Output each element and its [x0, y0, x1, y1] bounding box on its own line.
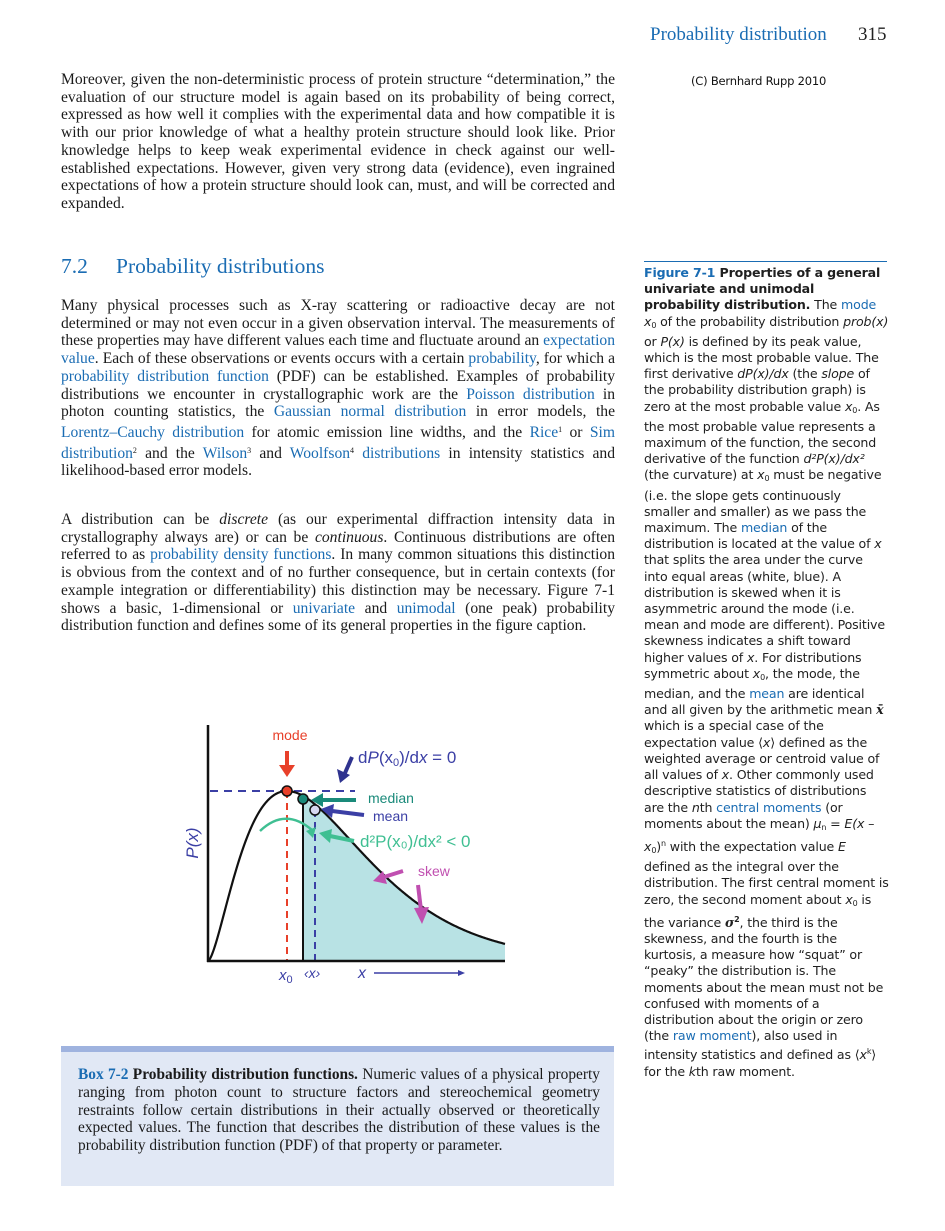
- math: x: [874, 536, 882, 552]
- link-rice[interactable]: Rice: [529, 423, 559, 441]
- text: of the distribution is located at the value of: [644, 520, 875, 552]
- emphasis: slope: [821, 366, 855, 382]
- link-probability[interactable]: probability: [468, 350, 536, 368]
- math: 0: [760, 672, 766, 682]
- link-raw-moment[interactable]: raw moment: [672, 1028, 752, 1044]
- link-expectation-value[interactable]: expectation value: [61, 332, 615, 368]
- text: in error models, the: [466, 403, 615, 421]
- box-7-2: [61, 1046, 614, 1186]
- x-axis-label: x: [358, 965, 366, 982]
- body-paragraph-2: [61, 297, 615, 480]
- math: = E(x – x: [644, 815, 875, 854]
- math: prob(x): [843, 313, 889, 329]
- emphasis: continuous: [314, 528, 384, 546]
- link-distributions[interactable]: distributions: [354, 444, 441, 462]
- caption-divider: [644, 261, 887, 262]
- text: (or moments about the mean): [644, 799, 843, 831]
- figure-7-1: [180, 715, 520, 990]
- text: Many physical processes such as X-ray scattering or radioactive decay are not determined or may not even occur in a given observation interval. The measurements of these properties may have different values each time and fluctuate around an: [61, 297, 615, 350]
- math: ): [656, 838, 662, 854]
- link-central-moments[interactable]: central moments: [716, 799, 822, 815]
- text: The: [810, 297, 842, 313]
- distribution-diagram: [180, 715, 520, 990]
- math: 0: [651, 320, 657, 330]
- math: k: [688, 1063, 696, 1079]
- link-woolfson[interactable]: Woolfson: [289, 444, 351, 462]
- figure-title: Properties of a general univariate and unimodal probability distribution.: [644, 265, 881, 313]
- text: . Each of these observations or events occurs with a certain: [94, 350, 469, 368]
- text: . Other commonly used descriptive statistics of distributions are the: [644, 767, 874, 815]
- text: and the: [136, 444, 203, 462]
- text: is defined by its peak value, which is the most probable value. The first derivative: [644, 333, 879, 382]
- text: . Continuous distributions are often referred to as: [61, 528, 615, 564]
- math: x̄: [876, 702, 884, 718]
- text: in intensity statistics and likelihood-based error models.: [61, 444, 616, 480]
- math: μ: [813, 815, 822, 831]
- mean-point: [310, 805, 320, 815]
- text: are identical and all given by the arithmetic mean: [644, 686, 877, 718]
- math: x: [721, 767, 730, 783]
- figure-caption: Figure 7-1 Properties of a general univariate and unimodal probability distribution. The mode $x_0$ of the probability distribution prob(x) or P(x) is defined by its peak value, which is the most probable value. The first derivative dP(x)/dx (the slope of the probability distribution graph) is zero at the most probable value $x_0$. As the most probable value represents a maximum of the function, the second derivative of the function d²P(x)/dx² (the curvature) at $x_0$ must be negative (i.e. the slope gets continuously smaller and smaller) as we pass the maximum. The median of the distribution is located at the value of x that splits the area under the curve into equal areas (white, blue). A distribution is skewed when it is asymmetric around the mode (i.e. mean and mode are different). Positive skewness indicates a shift toward higher values of x. For distributions symmetric about $x_0$, the mode, the median, and the mean are identical and all given by the arithmetic mean x̄ which is a special case of the expectation value ⟨x⟩ defined as the weighted average or centroid value of all values of x. Other commonly used descriptive statistics of distributions are the nth central moments (or moments about the mean) $\mu_n = E(x - x_0)^n$ with the expectation value E defined as the integral over the distribution. The first central moment is zero, the second moment about $x_0$ is the variance $\sigma^2$, the third is the skewness, and the fourth is the kurtosis, a measure how “squat” or “peaky” the distribution is. The moments about the mean must not be confused with moments of a distribution about the origin or zero (the raw moment), also used in intensity statistics and defined as $⟨x^k⟩$ for the kth raw moment.: [644, 265, 889, 1079]
- link-poisson-distribution[interactable]: Poisson distribution: [466, 385, 595, 403]
- box-body: Numeric values of a physical property ranging from photon count to structure factors and stereochemical geometry restraints follow certain distributions in their actually observed or theoretically expected values. The function that describes the distribution of these values is the probability distribution function (PDF) of that property or parameter.: [78, 1066, 600, 1155]
- text: and: [355, 599, 397, 617]
- section-heading: [61, 254, 324, 279]
- math: x: [844, 398, 853, 414]
- text: (the: [788, 366, 822, 382]
- body-paragraph-3: [61, 511, 615, 635]
- link-probability-density-functions[interactable]: probability density functions: [150, 546, 332, 564]
- paragraph-text: Moreover, given the non-deterministic process of protein structure “determination,” the evaluation of our structure model is again based on its probability of being correct, expressed as how well it complies with the experimental data and how compatible it is with our prior knowledge of what a healthy protein structure should look like. Prior knowledge helps to keep weak experimental evidence in check against our well-established expectations. However, given very strong data (evidence), even ingrained expectations of how a protein structure should look can, must, and will be corrected and expanded.: [61, 71, 615, 212]
- link-probability-distribution-function[interactable]: probability distribution function: [61, 367, 269, 385]
- first-derivative-arrow-icon: [337, 769, 350, 783]
- math: 0: [651, 845, 657, 855]
- median-label: median: [368, 790, 414, 806]
- mean-tick-label: ‹x›: [304, 965, 321, 981]
- text: (PDF) can be established. Examples of probability distributions we encounter in crystallographic work are the: [61, 367, 615, 403]
- link-sim-distribution[interactable]: Sim distribution: [61, 423, 615, 462]
- link-median[interactable]: median: [740, 520, 788, 536]
- text: th: [699, 799, 717, 815]
- math: x: [845, 891, 853, 907]
- text: (one peak) probability distribution function and defines some of its general properties in the figure caption.: [61, 599, 615, 635]
- math: x: [752, 665, 761, 681]
- text: or: [562, 423, 590, 441]
- box-title: Probability distribution functions.: [128, 1066, 358, 1083]
- footnote-ref[interactable]: 2: [132, 445, 137, 455]
- box-text: [78, 1066, 600, 1155]
- y-axis-label: P(x): [183, 827, 202, 859]
- link-mode[interactable]: mode: [841, 297, 877, 313]
- section-title: Probability distributions: [116, 254, 325, 278]
- text: A distribution can be: [61, 511, 220, 528]
- text: ), also used in intensity statistics and defined as ⟨: [644, 1028, 860, 1063]
- mode-point: [282, 786, 292, 796]
- link-univariate[interactable]: univariate: [292, 599, 356, 617]
- math: n: [821, 822, 827, 832]
- math: x: [859, 1047, 867, 1063]
- text: is the variance: [644, 891, 872, 930]
- text: . For distributions symmetric about: [644, 649, 862, 681]
- x-direction-arrow-icon: [458, 970, 465, 976]
- mode-label: mode: [272, 727, 308, 743]
- math: n: [691, 799, 700, 815]
- mean-arrow-shaft: [332, 811, 364, 815]
- text: . As the most probable value represents a maximum of the function, the second derivative of the function: [644, 398, 880, 467]
- text: , the mode, the median, and the: [644, 665, 860, 702]
- emphasis: discrete: [219, 511, 269, 528]
- text: defined as the integral over the distribution. The first central moment is zero, the second moment about: [644, 859, 889, 907]
- math: x: [644, 313, 652, 329]
- running-head: Probability distribution: [650, 24, 827, 45]
- math: 0: [852, 898, 858, 908]
- math: dP(x)/dx: [737, 366, 789, 382]
- text: with the expectation value: [665, 838, 838, 854]
- math: n: [661, 838, 666, 848]
- link-lorentz-cauchy-distribution[interactable]: Lorentz–Cauchy distribution: [61, 423, 245, 441]
- text: or: [644, 333, 661, 349]
- first-derivative-arrow-shaft: [345, 757, 352, 773]
- text: which is a special case of the expectation value ⟨: [644, 718, 824, 750]
- math: P(x): [660, 333, 685, 349]
- text: (as our experimental diffraction intensity data in crystallography always are) or can be: [61, 511, 615, 546]
- text: , the third is the skewness, and the fourth is the kurtosis, a measure how “squat” or “peaky” the distribution is. The moments about the mean must not be confused with moments of a distribution about the origin or zero (the: [644, 914, 884, 1044]
- math: E: [837, 838, 846, 854]
- link-mean[interactable]: mean: [749, 686, 785, 702]
- text: ⟩ defined as the weighted average or centroid value of all values of: [644, 734, 880, 783]
- link-unimodal[interactable]: unimodal: [396, 599, 456, 617]
- text: , for which a: [535, 350, 615, 368]
- text: of the probability distribution: [656, 313, 844, 329]
- text: th raw moment.: [695, 1063, 795, 1079]
- link-wilson[interactable]: Wilson: [202, 444, 248, 462]
- text: ⟩ for the: [644, 1047, 877, 1079]
- copyright-notice: (C) Bernhard Rupp 2010: [691, 74, 827, 88]
- footnote-ref[interactable]: 3: [247, 445, 252, 455]
- footnote-ref[interactable]: 4: [350, 445, 355, 455]
- skew-arrow-shaft: [384, 871, 403, 877]
- skew-label: skew: [418, 863, 450, 879]
- body-paragraph-1: [61, 71, 615, 213]
- x0-tick-label: $x_0$: [279, 967, 293, 986]
- math: σ: [724, 914, 735, 930]
- math: 0: [764, 474, 770, 484]
- figure-label: Figure 7-1: [644, 265, 716, 280]
- text: . In many common situations this distinction is obvious from the context and of no further consequence, but in certain contexts (for example integration or differentiability) this distinction may be necessary. Figure 7-1 shows a basic, 1-dimensional or: [61, 546, 615, 617]
- median-point: [298, 794, 308, 804]
- math: x: [762, 734, 771, 750]
- box-label: Box 7-2: [78, 1066, 129, 1083]
- text: of the probability distribution graph) is zero at the most probable value: [644, 366, 870, 414]
- math: k: [866, 1047, 872, 1057]
- second-derivative-label: d²P(x₀)/dx² < 0: [360, 832, 471, 851]
- math: 0: [852, 405, 858, 415]
- math: x: [757, 467, 765, 483]
- link-gaussian-normal-distribution[interactable]: Gaussian normal distribution: [273, 403, 467, 421]
- math: d²P(x)/dx²: [803, 451, 865, 467]
- section-number: 7.2: [61, 254, 88, 278]
- footnote-ref[interactable]: 1: [558, 424, 563, 434]
- mode-arrow-icon: [279, 765, 295, 777]
- first-derivative-label: dP(x0)/dx = 0: [358, 748, 457, 769]
- mean-label: mean: [373, 808, 409, 824]
- text: and: [251, 444, 290, 462]
- text: that splits the area under the curve into equal areas (white, blue). A distribution is skewed when it is asymmetric around the mode (i.e. mean and mode are different). Positive skewness indicates a shift toward higher values of: [644, 552, 885, 665]
- text: in photon counting statistics, the: [61, 385, 615, 421]
- math: x: [746, 649, 755, 665]
- text: must be negative (i.e. the slope gets continuously smaller and smaller) as we pass the maximum. The: [644, 467, 882, 536]
- page-number: 315: [858, 24, 887, 45]
- text: for atomic emission line widths, and the: [244, 423, 530, 441]
- text: (the curvature) at: [644, 467, 758, 483]
